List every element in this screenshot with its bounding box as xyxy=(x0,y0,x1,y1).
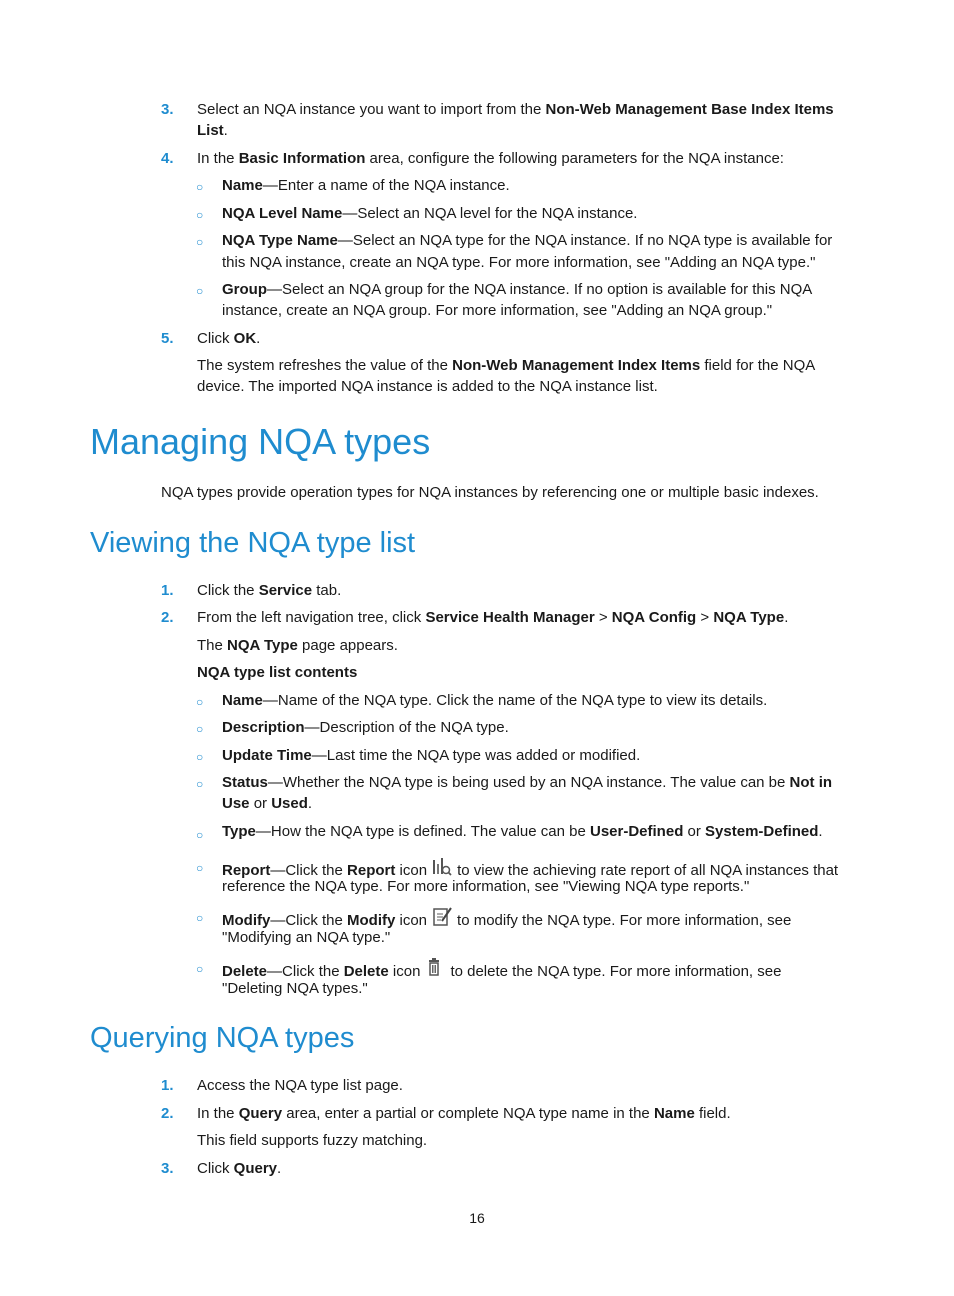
field-status-cont xyxy=(222,794,312,814)
text: or xyxy=(249,795,272,812)
text: icon xyxy=(395,912,428,929)
param-name xyxy=(222,176,510,196)
bullet-circle: ○ xyxy=(196,695,204,709)
bullet-circle: ○ xyxy=(196,284,204,298)
section-heading-managing: Managing NQA types xyxy=(90,421,431,462)
bold-term: Modify xyxy=(347,912,396,929)
param-level xyxy=(222,204,637,224)
text: Click the xyxy=(197,582,259,599)
query-step-3 xyxy=(197,1159,281,1179)
bullet-circle: ○ xyxy=(196,911,204,925)
text: —Whether the NQA type is being used by an NQA instance. The value can be xyxy=(267,774,790,791)
bullet-circle: ○ xyxy=(196,722,204,736)
field-modify-cont: "Modifying an NQA type." xyxy=(222,929,391,946)
bold-term: Report xyxy=(347,862,396,879)
text: From the left navigation tree, click xyxy=(197,609,426,626)
bold-term: Non-Web Management Base Index Items xyxy=(545,101,834,118)
step-3-text xyxy=(197,100,834,120)
text: icon xyxy=(395,862,428,879)
bold-term: System-Defined xyxy=(705,823,819,840)
step-number: 3. xyxy=(161,101,174,118)
text: . xyxy=(818,823,823,840)
step-number: 2. xyxy=(161,1105,174,1122)
bold-term: Not in xyxy=(789,774,833,791)
text: page appears. xyxy=(297,637,398,654)
step-number: 3. xyxy=(161,1160,174,1177)
text: . xyxy=(277,1160,282,1177)
text: field for the NQA xyxy=(700,357,816,374)
refresh-note xyxy=(197,356,815,376)
text: —Select an NQA type for the NQA instance. If no NQA type is available for xyxy=(337,232,833,249)
bullet-circle: ○ xyxy=(196,861,204,875)
text: to delete the NQA type. For more information, see xyxy=(450,963,782,980)
bold-term: List xyxy=(197,122,224,139)
text: In the xyxy=(197,150,239,167)
field-type xyxy=(222,822,823,842)
text: —Click the xyxy=(270,862,348,879)
bullet-circle: ○ xyxy=(196,750,204,764)
field-report-cont: reference the NQA type. For more information, see "Viewing NQA type reports." xyxy=(222,878,750,895)
bold-term: Name xyxy=(222,177,263,194)
bold-term: Type xyxy=(222,823,256,840)
bold-term: Update Time xyxy=(222,747,312,764)
bold-term: Query xyxy=(233,1160,278,1177)
param-group xyxy=(222,280,812,300)
text: field. xyxy=(694,1105,731,1122)
step-number: 5. xyxy=(161,330,174,347)
step-5-text xyxy=(197,329,260,349)
text: area, enter a partial or complete NQA type name in the xyxy=(282,1105,654,1122)
text: —Select an NQA level for the NQA instance. xyxy=(342,205,638,222)
bold-term: Modify xyxy=(222,912,271,929)
bold-term: NQA Type Name xyxy=(222,232,338,249)
bold-term: Name xyxy=(222,692,263,709)
section-heading-querying: Querying NQA types xyxy=(90,1022,355,1054)
text: . xyxy=(307,795,313,812)
text: . xyxy=(223,122,228,139)
step-number: 1. xyxy=(161,582,174,599)
field-update-time xyxy=(222,746,640,766)
bold-term: Query xyxy=(238,1105,283,1122)
text: The xyxy=(197,637,228,654)
text: or xyxy=(683,823,706,840)
bold-term: NQA Type xyxy=(227,637,298,654)
text: Click xyxy=(197,330,234,347)
field-delete-cont: "Deleting NQA types." xyxy=(222,980,368,997)
param-group-cont: instance, create an NQA group. For more information, see "Adding an NQA group." xyxy=(222,302,773,319)
text: Select an NQA instance you want to import from the xyxy=(197,101,546,118)
trash-icon xyxy=(424,957,446,985)
text: —Last time the NQA type was added or modified. xyxy=(311,747,641,764)
text: —Click the xyxy=(267,963,344,980)
page-appears xyxy=(197,636,398,656)
text: icon xyxy=(388,963,421,980)
step-number: 4. xyxy=(161,150,174,167)
text: In the xyxy=(197,1105,239,1122)
text: —Click the xyxy=(270,912,348,929)
text: area, configure the following parameters for the NQA instance: xyxy=(365,150,784,167)
bold-term: Service Health Manager xyxy=(425,609,595,626)
fuzzy-note: This field supports fuzzy matching. xyxy=(197,1132,428,1149)
bold-term: Report xyxy=(222,862,271,879)
bold-term: Non-Web Management Index Items xyxy=(452,357,701,374)
bullet-circle: ○ xyxy=(196,208,204,222)
bold-term: Use xyxy=(222,795,250,812)
bold-term: NQA Config xyxy=(611,609,697,626)
text: > xyxy=(594,609,612,626)
param-type-cont: this NQA instance, create an NQA type. For more information, see "Adding an NQA type." xyxy=(222,254,816,271)
text: > xyxy=(696,609,714,626)
view-step-1 xyxy=(197,581,341,601)
bold-term: NQA Type xyxy=(713,609,785,626)
page-number: 16 xyxy=(469,1210,485,1226)
field-name xyxy=(222,691,767,711)
bullet-circle: ○ xyxy=(196,235,204,249)
bold-term: OK xyxy=(233,330,257,347)
text: . xyxy=(784,609,789,626)
bold-term: Status xyxy=(222,774,268,791)
text: —Select an NQA group for the NQA instance. If no option is available for this NQA xyxy=(267,281,813,298)
bold-term: Used xyxy=(271,795,308,812)
text: . xyxy=(256,330,261,347)
section-heading-viewing: Viewing the NQA type list xyxy=(90,527,416,559)
bold-term: NQA Level Name xyxy=(222,205,343,222)
bold-term: User-Defined xyxy=(590,823,684,840)
query-step-2 xyxy=(197,1104,731,1124)
bold-term: Delete xyxy=(222,963,268,980)
text: —Enter a name of the NQA instance. xyxy=(262,177,510,194)
bold-term: Name xyxy=(653,1105,695,1122)
bold-term: Description xyxy=(222,719,305,736)
list-contents-heading: NQA type list contents xyxy=(197,664,358,681)
edit-icon xyxy=(431,906,453,934)
bold-term: Service xyxy=(258,582,313,599)
intro-paragraph: NQA types provide operation types for NQA instances by referencing one or multiple basic indexes. xyxy=(161,484,819,501)
text: The system refreshes the value of the xyxy=(197,357,453,374)
text: —Name of the NQA type. Click the name of the NQA type to view its details. xyxy=(262,692,768,709)
param-type xyxy=(222,231,832,251)
bullet-circle: ○ xyxy=(196,828,204,842)
query-step-1: Access the NQA type list page. xyxy=(197,1077,403,1094)
step-number: 2. xyxy=(161,609,174,626)
text: —How the NQA type is defined. The value can be xyxy=(255,823,590,840)
field-status xyxy=(222,773,832,793)
step-number: 1. xyxy=(161,1077,174,1094)
text: tab. xyxy=(312,582,342,599)
text: —Description of the NQA type. xyxy=(304,719,509,736)
view-step-2 xyxy=(197,608,788,628)
bold-term: Delete xyxy=(343,963,389,980)
step-3-text-cont xyxy=(197,121,228,141)
text: Click xyxy=(197,1160,234,1177)
text: to view the achieving rate report of all NQA instances that xyxy=(457,862,839,879)
bold-term: Basic Information xyxy=(238,150,366,167)
step-4-text xyxy=(197,149,784,169)
bullet-circle: ○ xyxy=(196,180,204,194)
bullet-circle: ○ xyxy=(196,777,204,791)
refresh-note-cont: device. The imported NQA instance is added to the NQA instance list. xyxy=(197,378,658,395)
bold-term: Group xyxy=(222,281,267,298)
bullet-circle: ○ xyxy=(196,962,204,976)
text: to modify the NQA type. For more information, see xyxy=(457,912,792,929)
field-description xyxy=(222,718,509,738)
